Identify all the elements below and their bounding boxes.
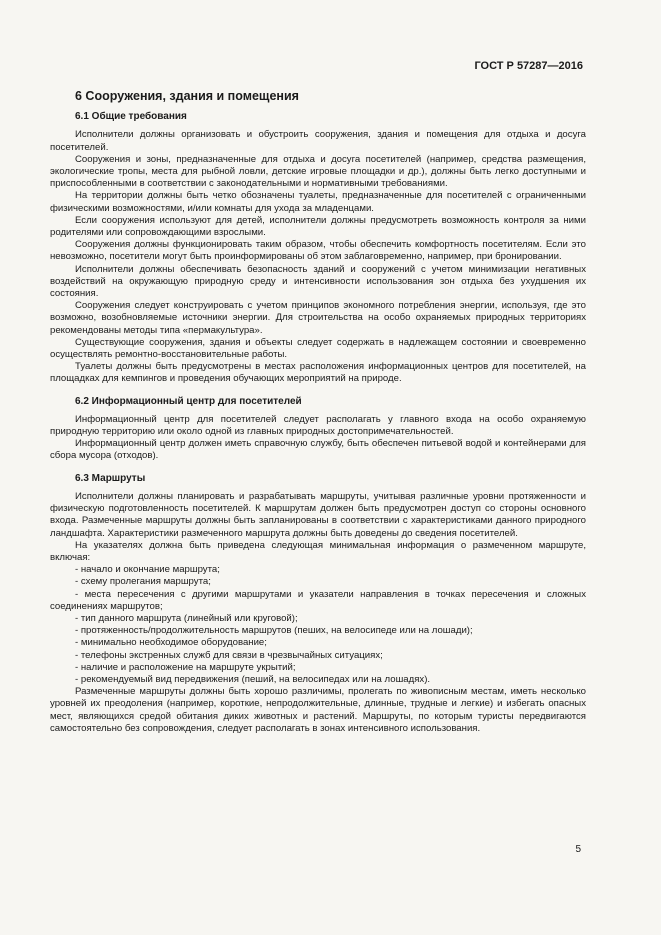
requirements-list	[50, 564, 586, 686]
list-item: - минимально необходимое оборудование;	[75, 637, 267, 649]
list-item: - тип данного маршрута (линейный или круговой);	[75, 612, 298, 624]
page-number: 5	[575, 844, 581, 855]
paragraph: Сооружения следует конструировать с учетом принципов экономного потребления энергии, используя, где это возможно, возобновляемые источники энергии. Для строительства на особо охраняемых природных территориях рекомендованы методы типа «пермакультура».	[50, 300, 586, 336]
list-item: - наличие и расположение на маршруте укрытий;	[75, 661, 296, 673]
subsection-title-6-1: 6.1 Общие требования	[75, 111, 187, 123]
paragraph: Туалеты должны быть предусмотрены в местах расположения информационных центров для посетителей, на площадках для кемпингов и проведения обучающих мероприятий на природе.	[50, 361, 586, 385]
list-item: - места пересечения с другими маршрутами и указатели направления в точках пересечения и сложных соединениях маршрутов;	[50, 588, 586, 612]
paragraph: Исполнители должны планировать и разрабатывать маршруты, учитывая различные уровни протяженности и физическую подготовленность посетителей. К маршрутам должен быть предусмотрен доступ со стороны основного входа. Размеченные маршруты должны быть запланированы в соответствии с характеристиками данного природного ландшафта. Характеристики размеченного маршрута должны быть доведены до сведения посетителей.	[50, 490, 586, 539]
standard-number: ГОСТ Р 57287—2016	[474, 60, 583, 72]
paragraph: Сооружения и зоны, предназначенные для отдыха и досуга посетителей (например, средства размещения, экологические тропы, места для рыбной ловли, детские игровые площадки и др.), должны быть легко доступными и приспособленными в соответствии с законодательными и нормативными требованиями.	[50, 153, 586, 190]
list-item: - начало и окончание маршрута;	[75, 564, 220, 576]
list-item: - схему пролегания маршрута;	[75, 576, 211, 588]
paragraph: Если сооружения используют для детей, исполнители должны предусмотреть возможность контроля за ними родителями или сопровождающими взрослыми.	[50, 214, 586, 239]
paragraph: Сооружения должны функционировать таким образом, чтобы обеспечить комфортность посетителям. Если это невозможно, посетители могут быть проинформированы об этом заблаговременно, например, при бронировании.	[50, 239, 586, 263]
page-content	[50, 90, 586, 735]
section-title: 6 Сооружения, здания и помещения	[75, 89, 299, 103]
list-item: - рекомендуемый вид передвижения (пеший, на велосипедах или на лошадях).	[75, 673, 431, 685]
paragraph: Информационный центр должен иметь справочную службу, быть обеспечен питьевой водой и контейнерами для сбора мусора (отходов).	[50, 438, 586, 462]
list-item: - протяженность/продолжительность маршрутов (пеших, на велосипеде или на лошади);	[75, 625, 473, 637]
paragraph: Существующие сооружения, здания и объекты следует содержать в надлежащем состоянии и своевременно осуществлять ремонтно-восстановительные работы.	[50, 336, 586, 361]
paragraph: Размеченные маршруты должны быть хорошо различимы, пролегать по живописным местам, иметь несколько уровней их преодоления (например, короткие, непродолжительные, длинные, трудные и легкие) и избегать опасных мест, являющихся средой обитания диких животных и растений. Маршруты, по которым туристы передвигаются самостоятельно без сопровождения, следует располагать в зонах интенсивного использования.	[50, 686, 586, 734]
list-item: - телефоны экстренных служб для связи в чрезвычайных ситуациях;	[75, 649, 383, 661]
paragraph: На указателях должна быть приведена следующая минимальная информация о размеченном маршруте, включая:	[50, 539, 586, 563]
paragraph: Информационный центр для посетителей следует располагать у главного входа на особо охраняемую природную территорию или около одной из главных природных достопримечательностей.	[50, 413, 586, 438]
paragraph: Исполнители должны организовать и обустроить сооружения, здания и помещения для отдыха и досуга посетителей.	[50, 129, 586, 153]
subsection-title-6-2: 6.2 Информационный центр для посетителей	[75, 395, 302, 407]
paragraph: На территории должны быть четко обозначены туалеты, предназначенные для посетителей с ограниченными физическими возможностями, и/или комнаты для ухода за младенцами.	[50, 190, 586, 214]
paragraph: Исполнители должны обеспечивать безопасность зданий и сооружений с учетом минимизации негативных воздействий на окружающую природную среду и интенсивности использования зон отдыха без ухудшения их состояния.	[50, 263, 586, 300]
subsection-title-6-3: 6.3 Маршруты	[75, 472, 146, 484]
